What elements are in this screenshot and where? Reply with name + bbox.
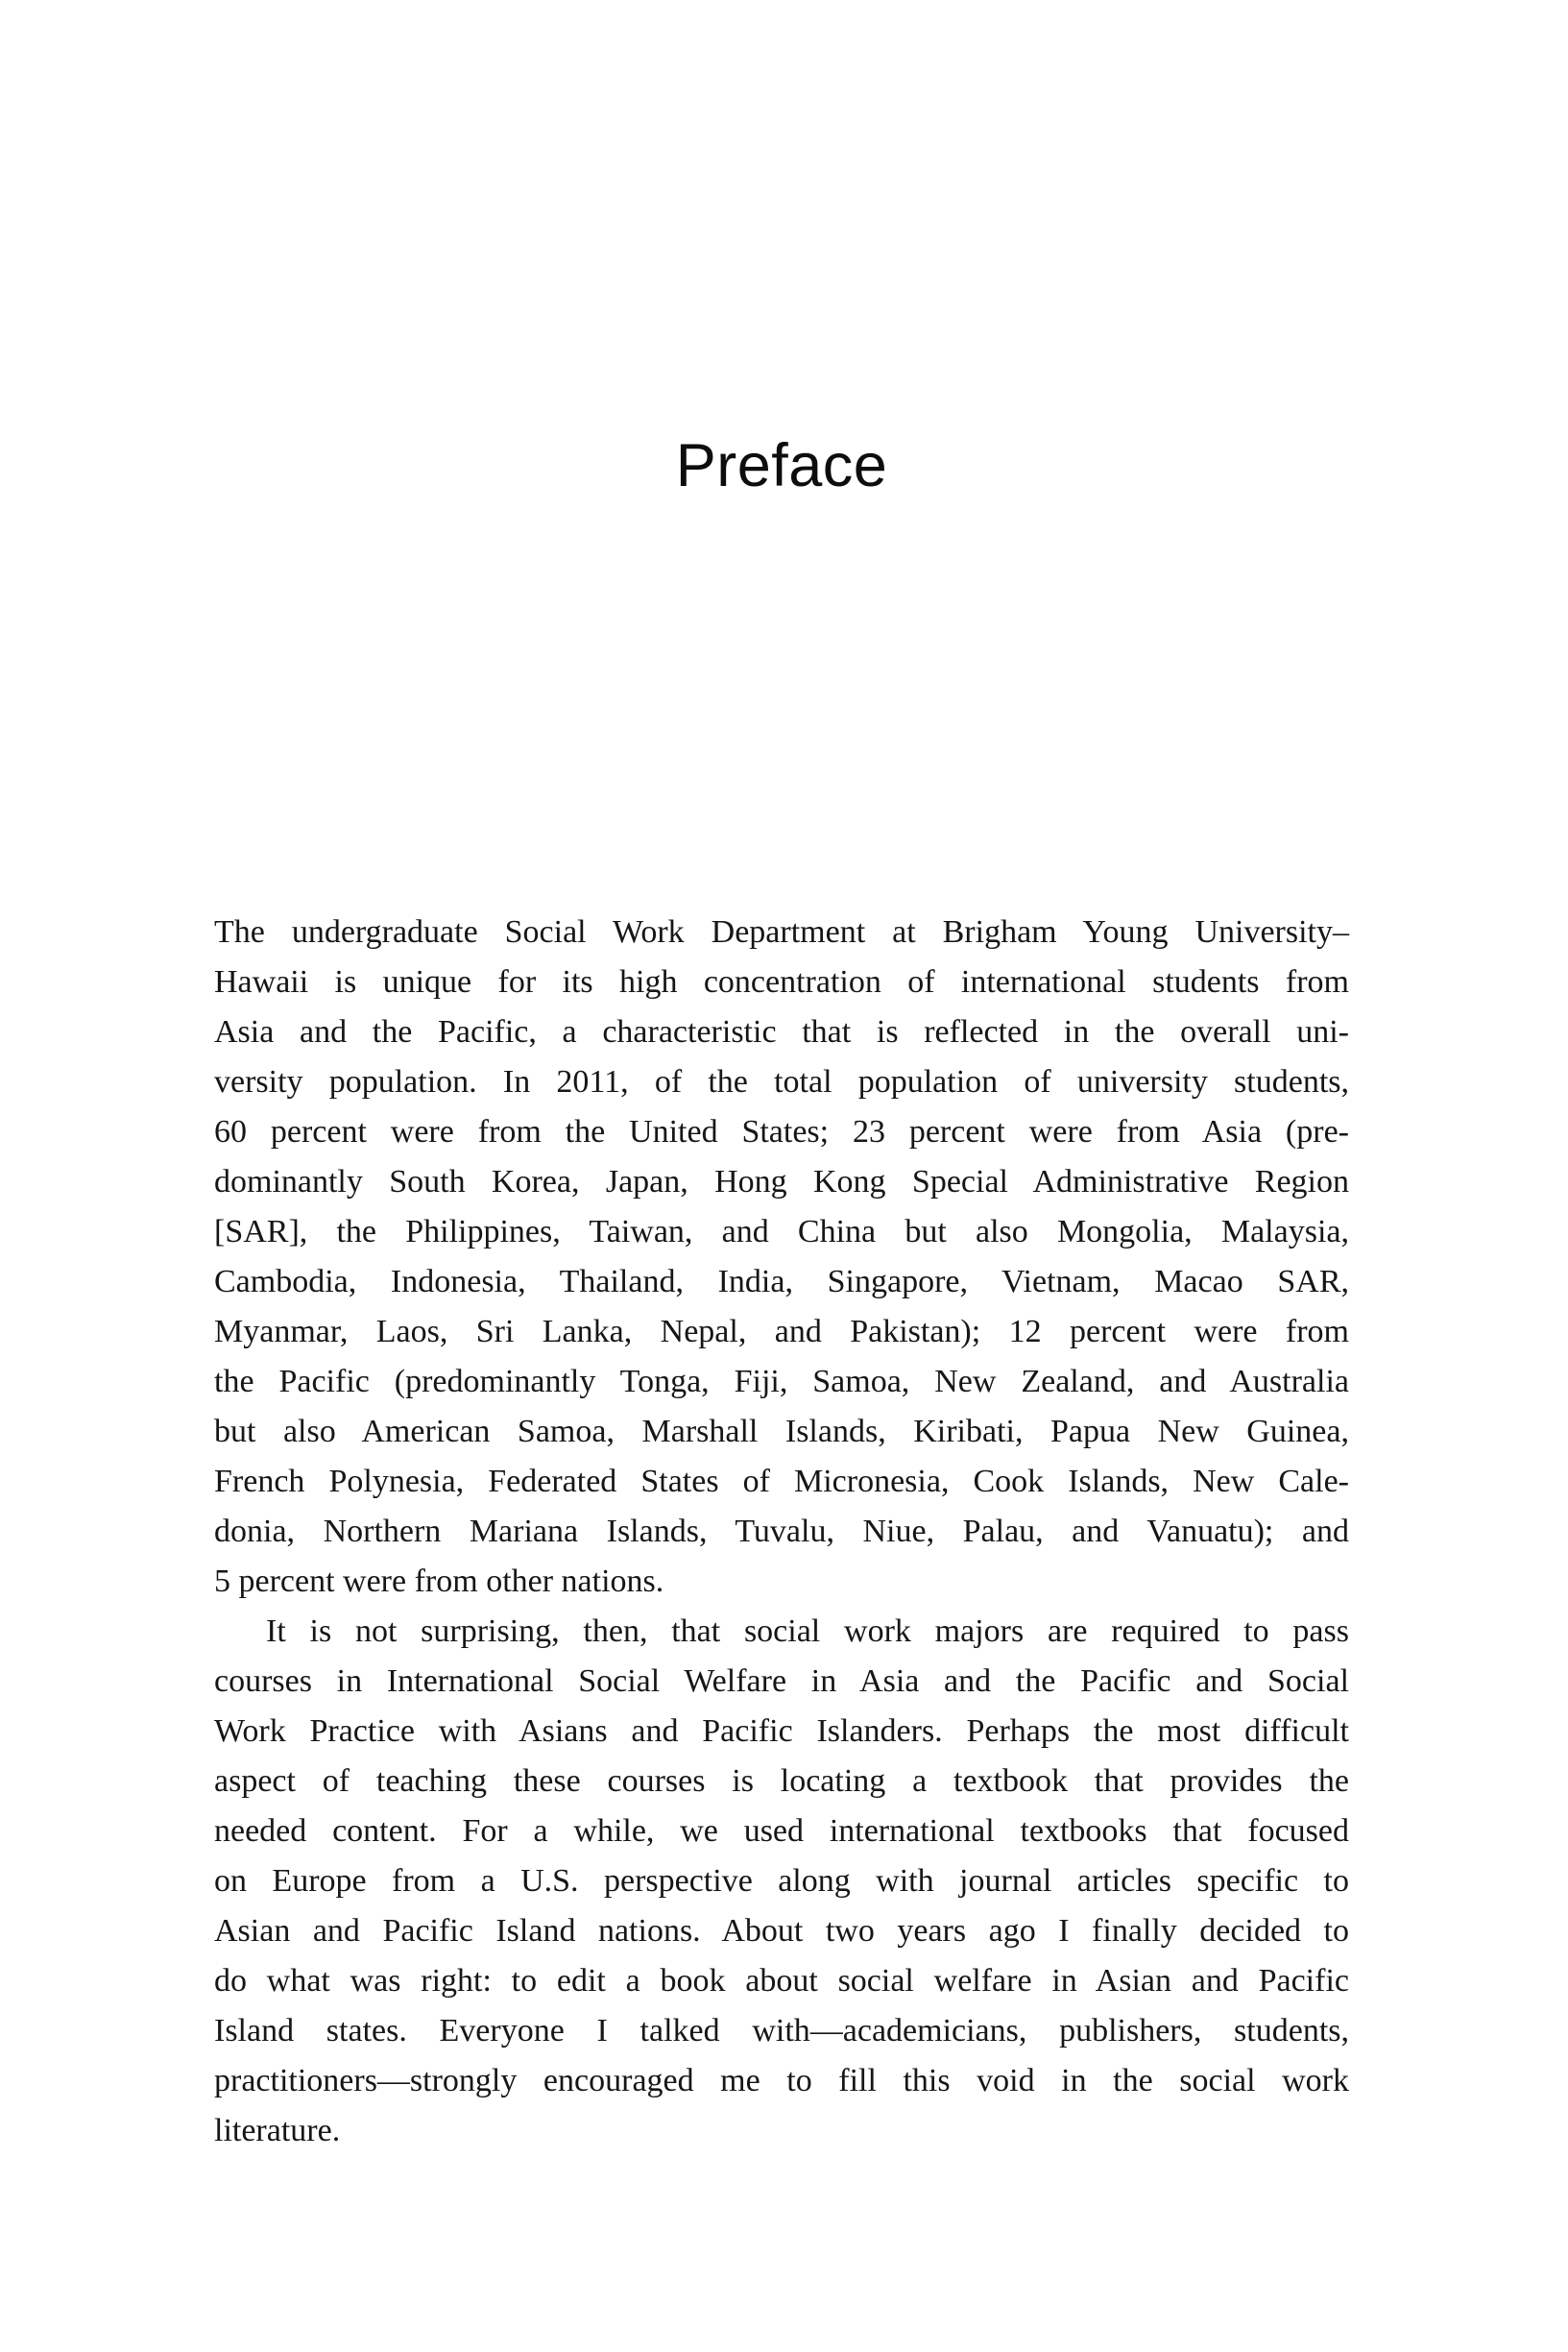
text-line: Cambodia, Indonesia, Thailand, India, Singapore, Vietnam, Macao SAR, [214, 1264, 1349, 1299]
text-line: It is not surprising, then, that social work majors are required to pass [266, 1613, 1349, 1649]
text-line: donia, Northern Mariana Islands, Tuvalu, Niue, Palau, and Vanuatu); and [214, 1514, 1349, 1549]
preface-body-text [214, 908, 1349, 2156]
text-line: practitioners—strongly encouraged me to fill this void in the social work [214, 2063, 1349, 2098]
text-line: but also American Samoa, Marshall Islands, Kiribati, Papua New Guinea, [214, 1414, 1349, 1449]
text-line: 60 percent were from the United States; 23 percent were from Asia (pre- [214, 1114, 1349, 1150]
text-line: Myanmar, Laos, Sri Lanka, Nepal, and Pakistan); 12 percent were from [214, 1314, 1349, 1349]
text-line: The undergraduate Social Work Department at Brigham Young University– [214, 914, 1349, 950]
text-line: literature. [214, 2113, 341, 2148]
text-line: do what was right: to edit a book about social welfare in Asian and Pacific [214, 1963, 1349, 1999]
text-line: aspect of teaching these courses is locating a textbook that provides the [214, 1763, 1349, 1799]
text-line: needed content. For a while, we used international textbooks that focused [214, 1813, 1349, 1849]
text-line: Island states. Everyone I talked with—academicians, publishers, students, [214, 2013, 1349, 2049]
text-line: the Pacific (predominantly Tonga, Fiji, Samoa, New Zealand, and Australia [214, 1364, 1349, 1399]
text-line: on Europe from a U.S. perspective along with journal articles specific to [214, 1863, 1349, 1899]
text-line: versity population. In 2011, of the total population of university students, [214, 1064, 1349, 1100]
text-line: Asia and the Pacific, a characteristic that is reflected in the overall uni- [214, 1014, 1349, 1050]
text-line: Asian and Pacific Island nations. About two years ago I finally decided to [214, 1913, 1349, 1949]
page-title: Preface [675, 432, 888, 499]
text-line: dominantly South Korea, Japan, Hong Kong Special Administrative Region [214, 1164, 1349, 1200]
text-line: courses in International Social Welfare in Asia and the Pacific and Social [214, 1663, 1349, 1699]
text-line: 5 percent were from other nations. [214, 1564, 664, 1599]
text-line: [SAR], the Philippines, Taiwan, and China but also Mongolia, Malaysia, [214, 1214, 1349, 1249]
text-line: French Polynesia, Federated States of Micronesia, Cook Islands, New Cale- [214, 1464, 1349, 1499]
text-line: Hawaii is unique for its high concentration of international students from [214, 964, 1349, 1000]
text-line: Work Practice with Asians and Pacific Islanders. Perhaps the most difficult [214, 1713, 1349, 1749]
